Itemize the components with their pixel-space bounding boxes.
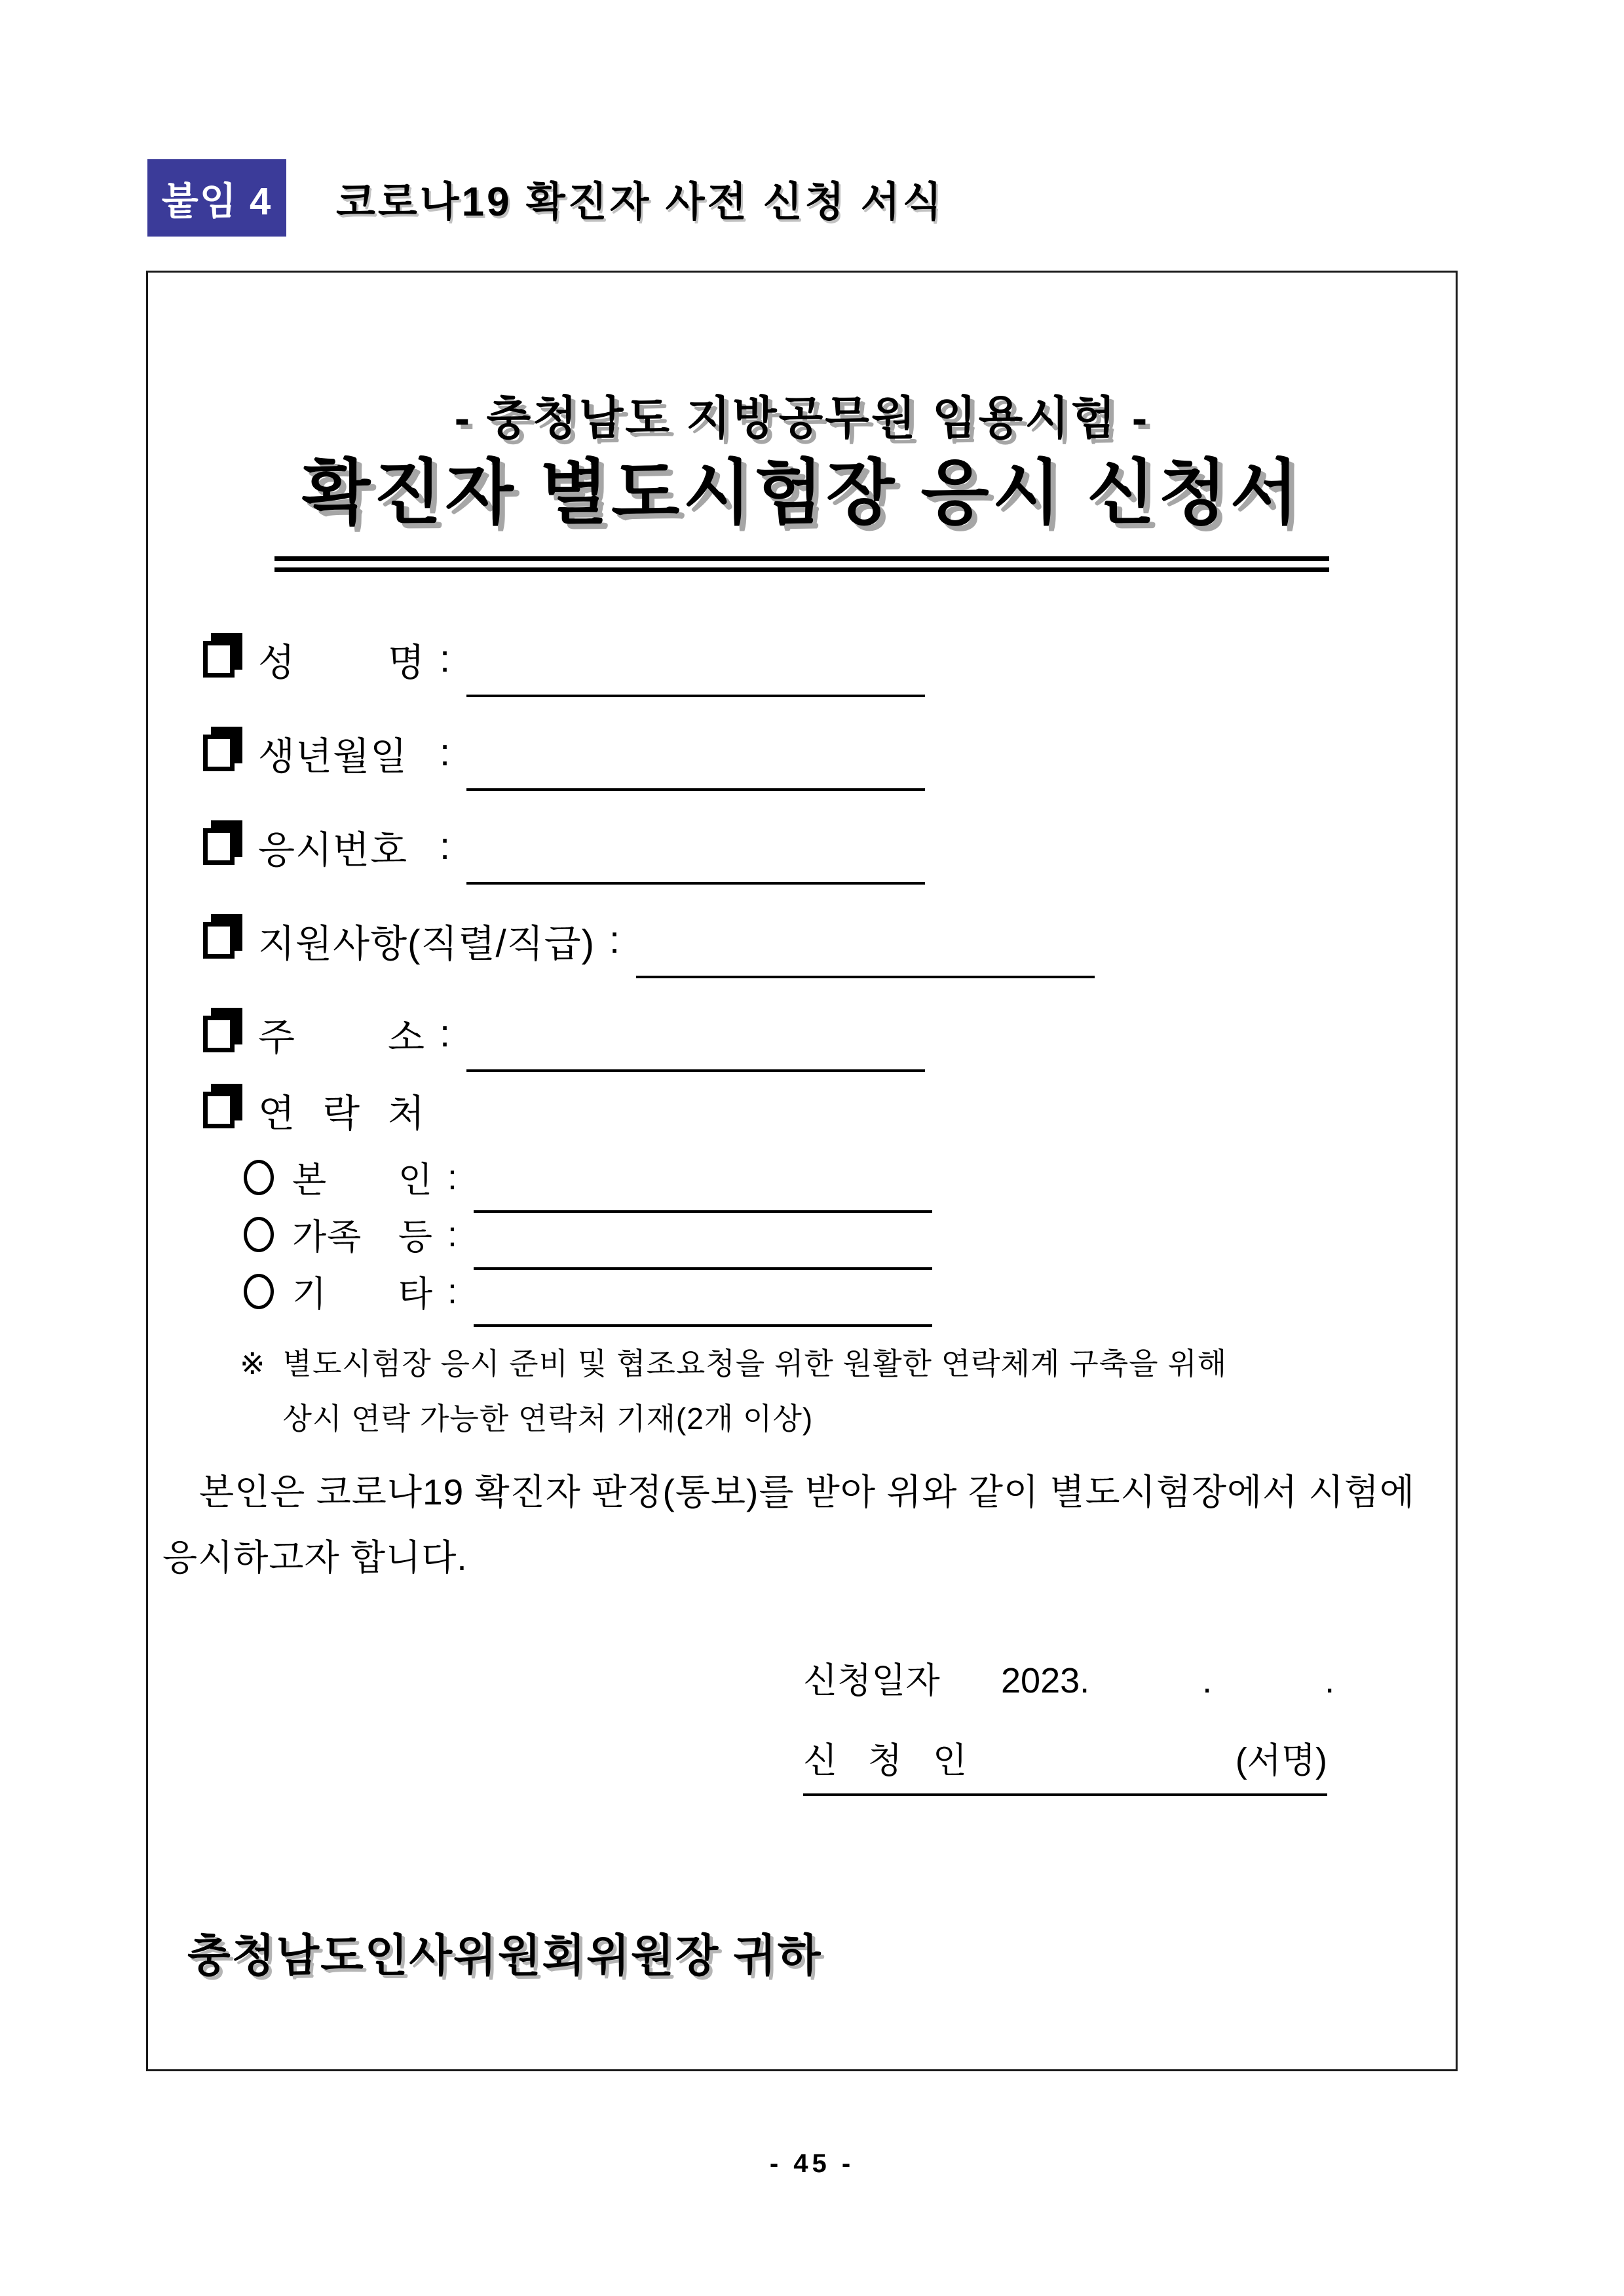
field-label-contact-family: 가족 등 [292,1217,433,1257]
page-number: - 45 - [769,2149,855,2178]
field-label-contact-self: 본 인 [292,1160,433,1200]
field-colon: : [609,919,621,962]
field-label-address: 주 소 [258,1016,425,1059]
field-colon: : [440,731,451,775]
field-colon: : [440,638,451,681]
circle-bullet-icon [244,1217,274,1252]
contact-note [240,1336,1456,1446]
field-label-contact-other: 기 타 [292,1274,433,1314]
field-row-address [203,1012,1456,1059]
field-label-contact: 연 락 처 [258,1092,425,1135]
document-heading: 코로나19 확진자 사전 신청 서식 [336,179,945,225]
field-label-birthdate: 생년월일 [258,735,408,778]
checkbox-icon [203,828,235,865]
checkbox-icon [203,1016,235,1052]
applicant-label: 신 청 인 [803,1740,967,1780]
field-row-birthdate [203,731,1456,778]
attachment-header [147,159,945,237]
fill-line-position [636,976,1095,978]
date-day-dot: . [1325,1660,1335,1700]
fill-line-contact-other [474,1324,932,1327]
applicant-signature-row [803,1732,1327,1796]
field-row-contact-self [244,1157,1456,1198]
field-colon: : [447,1271,459,1311]
field-row-exam-number [203,825,1456,871]
field-row-name [203,638,1456,684]
attachment-badge: 붙임 4 [147,159,286,237]
fill-line-birthdate [466,788,925,791]
field-row-contact-other [244,1271,1456,1312]
field-row-contact-family [244,1214,1456,1255]
field-colon: : [447,1157,459,1197]
field-colon: : [440,825,451,868]
date-year: 2023. [1001,1660,1090,1700]
pledge-paragraph: 본인은 코로나19 확진자 판정(통보)를 받아 위와 같이 별도시험장에서 시험에 응시하고자 합니다. [162,1471,1415,1578]
form-subtitle: - 충청남도 지방공무원 임용시험 - [454,392,1150,444]
recipient-line: 충청남도인사위원회위원장 귀하 [187,1930,822,1981]
field-label-position: 지원사항(직렬/직급) [258,922,595,965]
reference-mark-icon: ※ [240,1346,266,1381]
contact-note-text [283,1336,1228,1446]
field-colon: : [440,1012,451,1056]
fill-line-contact-self [474,1210,932,1213]
field-label-exam-number: 응시번호 [258,828,408,871]
signature-hint: (서명) [1235,1740,1327,1780]
fill-line-contact-family [474,1267,932,1270]
date-month-dot: . [1202,1660,1213,1700]
contact-note-line2: 상시 연락 가능한 연락처 기재(2개 이상) [282,1401,814,1436]
circle-bullet-icon [244,1274,274,1309]
checkbox-icon [203,922,235,959]
fill-line-name [466,695,925,697]
title-double-underline [274,556,1329,572]
application-date-row [803,1653,1456,1700]
form-title: 확진자 별도시험장 응시 신청서 [301,453,1302,532]
checkbox-icon [203,641,235,678]
field-row-position [203,919,1456,965]
field-label-name: 성 명 [258,641,425,684]
form-fields [203,638,1456,1312]
date-label: 신청일자 [803,1660,940,1700]
fill-line-address [466,1069,925,1072]
circle-bullet-icon [244,1160,274,1195]
checkbox-icon [203,735,235,771]
field-colon: : [447,1214,459,1254]
checkbox-icon [203,1092,235,1128]
date-signature-block [803,1653,1456,1796]
fill-line-exam-number [466,882,925,885]
field-row-contact [203,1088,1456,1135]
contact-note-line1: 별도시험장 응시 준비 및 협조요청을 위한 원활한 연락체계 구축을 위해 [282,1346,1228,1381]
application-form-box [146,271,1458,2071]
